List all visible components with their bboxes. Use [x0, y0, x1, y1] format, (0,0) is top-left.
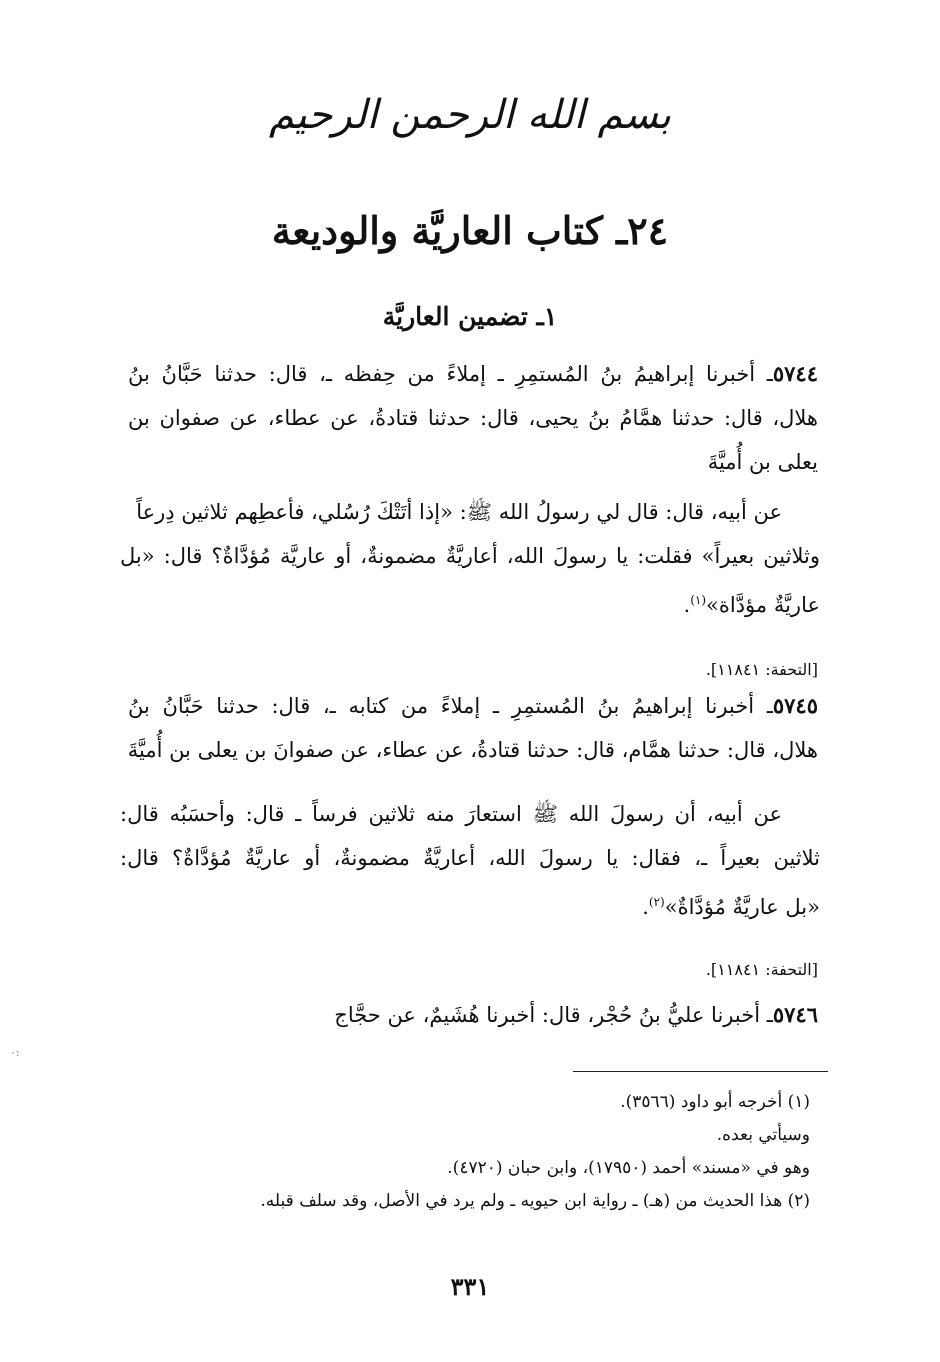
hadith-5746: [128, 993, 818, 1037]
hadith-5745-line-2: هلال، قال: حدثنا همَّام، قال: حدثنا قتادةُ، عن عطاء، عن صفوانَ بن يعلى بن أُميَّةَ: [127, 738, 818, 762]
hadith-5744-line-5: وثلاثين بعيراً» فقلت: يا رسولَ الله، أعاريَّةٌ مضمونةٌ، أو عاريَّة مُؤدَّاةٌ؟ قال: «بل: [120, 544, 820, 568]
hadith-5745-isnad: [128, 684, 818, 772]
hadith-number: ٥٧٤٥: [772, 693, 818, 718]
hadith-5744-line-6: عاريَّةٌ مؤدَّاة»$^{(١)}$.: [683, 593, 820, 617]
hadith-5745-line-5: «بل عاريَّةٌ مُؤدَّاةٌ»$^{(٢)}$.: [642, 895, 820, 919]
hadith-5744-matn: [120, 490, 820, 627]
hadith-5745-line-3: عن أبيه، أن رسولَ الله ﷺ استعارَ منه ثلاثين فرساً ـ قال: وأحسَبُه قال:: [120, 802, 782, 826]
tuhfa-reference: [التحفة: ١١٨٤١].: [705, 660, 818, 679]
hadith-5746-line-1: ٥٧٤٦ـ أخبرنا عليُّ بنُ حُجْر، قال: أخبرنا هُشَيمٌ، عن حجَّاج: [334, 1002, 818, 1027]
hadith-5744-isnad: [128, 352, 818, 484]
hadith-5744-line-1: ٥٧٤٤ـ أخبرنا إبراهيمُ بنُ المُستمِرِ ـ إملاءً من حِفظه ـ، قال: حدثنا حَبَّانُ بنُ: [128, 361, 818, 386]
footnotes: [120, 1086, 810, 1218]
basmala: بسم الله الرحمن الرحيم: [268, 92, 672, 138]
footnote-1-continued: وسيأتي بعده.: [716, 1125, 810, 1145]
page-number: ٣٣١: [450, 1272, 490, 1301]
section-title: ١ـ تضمين العاريَّة: [382, 302, 558, 331]
hadith-5745-matn: [120, 792, 820, 929]
hadith-5745-line-1: ٥٧٤٥ـ أخبرنا إبراهيمُ بنُ المُستمِرِ ـ إملاءً من كتابه ـ، قال: حدثنا حَبَّانُ بنُ: [128, 693, 818, 718]
hadith-5744-line-2: هلال، قال: حدثنا همَّامُ بنُ يحيى، قال: حدثنا قتادةُ، عن عطاء، عن صفوان بن: [128, 406, 818, 430]
hadith-number: ٥٧٤٦: [772, 1002, 818, 1027]
hadith-number: ٥٧٤٤: [772, 361, 818, 386]
footnote-1-continued: وهو في «مسند» أحمد (١٧٩٥٠)، وابن حبان (٤٧٢٠).: [447, 1158, 810, 1178]
hadith-5745-line-4: ثلاثين بعيراً ـ، فقال: يا رسولَ الله، أعاريَّةٌ مضمونةٌ، أو عاريَّةٌ مُؤدَّاةٌ؟ قال:: [120, 846, 820, 870]
hadith-5744-line-4: عن أبيه، قال: قال لي رسولُ الله ﷺ: «إذا أتَتْكَ رُسُلي، فأعطِهم ثلاثين دِرعاً: [136, 500, 782, 524]
chapter-title: ٢٤ـ كتاب العاريَّة والوديعة: [271, 208, 669, 253]
hadith-5744-line-3: يعلى بن أُميَّةَ: [707, 450, 818, 474]
tuhfa-reference: [التحفة: ١١٨٤١].: [705, 960, 818, 979]
footnote-2: (٢) هذا الحديث من (هـ) ـ رواية ابن حيويه ـ ولم يرد في الأصل، وقد سلف قبله.: [260, 1191, 810, 1211]
footnote-1: (١) أخرجه أبو داود (٣٥٦٦).: [620, 1092, 810, 1112]
footnote-marker: (٢): [648, 895, 665, 909]
footnote-divider: [573, 1071, 828, 1072]
scan-edge-mark: ٠:: [10, 1046, 20, 1059]
footnote-marker: (١): [690, 593, 707, 607]
